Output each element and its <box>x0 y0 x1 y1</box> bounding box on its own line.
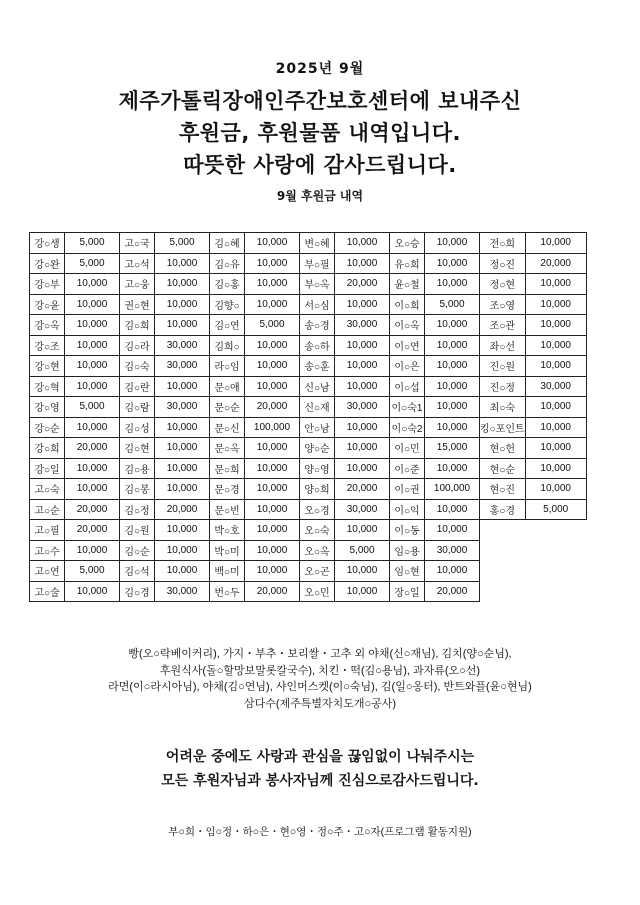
amount-cell: 20,000 <box>245 397 300 418</box>
donor-name-cell: 강○영 <box>30 397 65 418</box>
donor-name-cell: 고○석 <box>120 253 155 274</box>
donor-name-cell: 강○현 <box>30 356 65 377</box>
table-row <box>30 417 587 438</box>
amount-cell: 10,000 <box>335 376 390 397</box>
amount-cell: 10,000 <box>245 233 300 254</box>
amount-cell: 10,000 <box>245 458 300 479</box>
amount-cell: 10,000 <box>155 438 210 459</box>
amount-cell: 10,000 <box>245 356 300 377</box>
amount-cell: 10,000 <box>335 356 390 377</box>
table-row <box>30 499 587 520</box>
amount-cell: 10,000 <box>245 520 300 541</box>
donor-name-cell: 김○홍 <box>210 274 245 295</box>
donor-name-cell: 김○순 <box>120 540 155 561</box>
table-row <box>30 294 587 315</box>
donor-name-cell: 고○숙 <box>30 479 65 500</box>
amount-cell: 30,000 <box>425 540 480 561</box>
donor-name-cell: 문○신 <box>210 417 245 438</box>
amount-cell: 10,000 <box>335 438 390 459</box>
table-row <box>30 274 587 295</box>
amount-cell: 10,000 <box>425 315 480 336</box>
amount-cell: 5,000 <box>335 540 390 561</box>
amount-cell: 5,000 <box>65 253 120 274</box>
amount-cell: 5,000 <box>155 233 210 254</box>
amount-cell: 10,000 <box>525 438 586 459</box>
donor-name-cell: 오○경 <box>300 499 335 520</box>
amount-cell: 10,000 <box>245 335 300 356</box>
amount-cell: 10,000 <box>65 458 120 479</box>
donor-name-cell: 이○연 <box>390 335 425 356</box>
table-row <box>30 438 587 459</box>
amount-cell: 10,000 <box>525 458 586 479</box>
empty-cell <box>480 540 526 561</box>
empty-cell <box>525 561 586 582</box>
amount-cell: 30,000 <box>155 356 210 377</box>
amount-cell: 20,000 <box>335 479 390 500</box>
header <box>0 58 640 204</box>
donor-name-cell: 김○혜 <box>210 233 245 254</box>
amount-cell: 10,000 <box>65 356 120 377</box>
closing-message <box>0 745 640 793</box>
donor-name-cell: 김희○ <box>210 335 245 356</box>
goods-line: 빵(오○락베이커리), 가지・부추・보리쌀・고추 외 야채(신○재님), 김치(양○순님), <box>128 648 512 660</box>
amount-cell: 10,000 <box>65 315 120 336</box>
amount-cell: 10,000 <box>335 335 390 356</box>
amount-cell: 10,000 <box>65 335 120 356</box>
goods-line: 라면(이○라시아님), 야채(김○연님), 샤인머스켓(이○숙님), 김(일○옹터), 반트와플(윤○현님) <box>108 681 532 693</box>
donor-name-cell: 임○현 <box>390 561 425 582</box>
donor-name-cell: 강○희 <box>30 438 65 459</box>
amount-cell: 10,000 <box>335 458 390 479</box>
amount-cell: 100,000 <box>245 417 300 438</box>
table-row <box>30 376 587 397</box>
donor-name-cell: 신○남 <box>300 376 335 397</box>
amount-cell: 10,000 <box>245 479 300 500</box>
amount-cell: 10,000 <box>155 376 210 397</box>
amount-cell: 10,000 <box>335 561 390 582</box>
amount-cell: 30,000 <box>155 581 210 602</box>
amount-cell: 5,000 <box>65 561 120 582</box>
amount-cell: 100,000 <box>425 479 480 500</box>
report-date: 2025년 9월 <box>275 61 365 77</box>
table-row <box>30 253 587 274</box>
amount-cell: 10,000 <box>155 315 210 336</box>
donor-name-cell: 고○연 <box>30 561 65 582</box>
donor-name-cell: 이○민 <box>390 438 425 459</box>
donor-name-cell: 문○경 <box>210 479 245 500</box>
amount-cell: 30,000 <box>335 315 390 336</box>
donor-name-cell: 서○심 <box>300 294 335 315</box>
amount-cell: 10,000 <box>245 540 300 561</box>
donor-name-cell: 김○원 <box>120 520 155 541</box>
donor-name-cell: 조○관 <box>480 315 526 336</box>
table-row <box>30 540 587 561</box>
donor-name-cell: 이○숙1 <box>390 397 425 418</box>
donor-name-cell: 이○권 <box>390 479 425 500</box>
donor-name-cell: 강○조 <box>30 335 65 356</box>
amount-cell: 10,000 <box>245 376 300 397</box>
donor-name-cell: 이○섭 <box>390 376 425 397</box>
amount-cell: 10,000 <box>425 561 480 582</box>
donor-name-cell: 강○생 <box>30 233 65 254</box>
amount-cell: 10,000 <box>65 540 120 561</box>
amount-cell: 10,000 <box>155 479 210 500</box>
amount-cell: 5,000 <box>245 315 300 336</box>
donor-name-cell: 문○옥 <box>210 438 245 459</box>
amount-cell: 10,000 <box>525 356 586 377</box>
donor-name-cell: 송○훈 <box>300 356 335 377</box>
amount-cell: 20,000 <box>65 438 120 459</box>
donation-subtitle: 9월 후원금 내역 <box>276 189 364 203</box>
donor-name-cell: 강○부 <box>30 274 65 295</box>
donor-name-cell: 장○일 <box>390 581 425 602</box>
donor-name-cell: 오○승 <box>390 233 425 254</box>
donor-name-cell: 강○윤 <box>30 294 65 315</box>
donor-name-cell: 부○옥 <box>300 274 335 295</box>
donor-name-cell: 김○란 <box>120 376 155 397</box>
donor-name-cell: 김○성 <box>120 417 155 438</box>
donor-name-cell: 김○경 <box>120 581 155 602</box>
amount-cell: 10,000 <box>155 561 210 582</box>
donor-name-cell: 오○곤 <box>300 561 335 582</box>
donor-name-cell: 이○옥 <box>390 315 425 336</box>
amount-cell: 10,000 <box>525 397 586 418</box>
donor-name-cell: 강○완 <box>30 253 65 274</box>
amount-cell: 10,000 <box>425 520 480 541</box>
donor-name-cell: 박○미 <box>210 540 245 561</box>
amount-cell: 10,000 <box>155 458 210 479</box>
amount-cell: 10,000 <box>425 335 480 356</box>
amount-cell: 10,000 <box>65 294 120 315</box>
donation-table <box>29 232 587 602</box>
donor-name-cell: 강○옥 <box>30 315 65 336</box>
donor-name-cell: 킹○포인트 <box>480 417 526 438</box>
donor-name-cell: 안○남 <box>300 417 335 438</box>
table-row <box>30 233 587 254</box>
amount-cell: 10,000 <box>525 315 586 336</box>
donor-name-cell: 고○웅 <box>120 274 155 295</box>
donor-name-cell: 고○필 <box>30 520 65 541</box>
donor-name-cell: 정○진 <box>480 253 526 274</box>
amount-cell: 10,000 <box>335 581 390 602</box>
amount-cell: 10,000 <box>525 479 586 500</box>
donor-name-cell: 문○애 <box>210 376 245 397</box>
donor-name-cell: 김○석 <box>120 561 155 582</box>
donor-name-cell: 이○익 <box>390 499 425 520</box>
amount-cell: 10,000 <box>525 294 586 315</box>
amount-cell: 10,000 <box>425 274 480 295</box>
donor-name-cell: 김○유 <box>210 253 245 274</box>
donor-name-cell: 진○원 <box>480 356 526 377</box>
donor-name-cell: 이○숙2 <box>390 417 425 438</box>
donor-name-cell: 백○미 <box>210 561 245 582</box>
amount-cell: 5,000 <box>65 397 120 418</box>
empty-cell <box>480 581 526 602</box>
donor-name-cell: 현○순 <box>480 458 526 479</box>
table-row <box>30 315 587 336</box>
donor-name-cell: 김○숙 <box>120 356 155 377</box>
closing-line-1: 어려운 중에도 사랑과 관심을 끊임없이 나눠주시는 <box>165 749 475 765</box>
amount-cell: 5,000 <box>525 499 586 520</box>
closing-line-2: 모든 후원자님과 봉사자님께 진심으로감사드립니다. <box>161 773 479 789</box>
donor-name-cell: 송○경 <box>300 315 335 336</box>
donor-name-cell: 좌○선 <box>480 335 526 356</box>
donor-name-cell: 윤○철 <box>390 274 425 295</box>
donor-name-cell: 김○람 <box>120 397 155 418</box>
donor-name-cell: 오○민 <box>300 581 335 602</box>
donor-name-cell: 조○영 <box>480 294 526 315</box>
amount-cell: 10,000 <box>155 294 210 315</box>
table-row <box>30 356 587 377</box>
table-row <box>30 520 587 541</box>
amount-cell: 10,000 <box>335 233 390 254</box>
amount-cell: 10,000 <box>155 417 210 438</box>
table-row <box>30 479 587 500</box>
donor-name-cell: 박○호 <box>210 520 245 541</box>
donor-name-cell: 강○순 <box>30 417 65 438</box>
table-row <box>30 458 587 479</box>
amount-cell: 10,000 <box>425 397 480 418</box>
amount-cell: 10,000 <box>245 294 300 315</box>
donor-name-cell: 김향○ <box>210 294 245 315</box>
empty-cell <box>525 540 586 561</box>
donor-name-cell: 양○희 <box>300 479 335 500</box>
donor-name-cell: 문○순 <box>210 397 245 418</box>
empty-cell <box>480 561 526 582</box>
amount-cell: 10,000 <box>245 438 300 459</box>
donor-name-cell: 유○희 <box>390 253 425 274</box>
amount-cell: 10,000 <box>425 458 480 479</box>
table-row <box>30 561 587 582</box>
donor-name-cell: 고○수 <box>30 540 65 561</box>
amount-cell: 20,000 <box>245 581 300 602</box>
donor-name-cell: 현○헌 <box>480 438 526 459</box>
donor-name-cell: 강○일 <box>30 458 65 479</box>
donor-name-cell: 최○숙 <box>480 397 526 418</box>
goods-line: 삼다수(제주특별자치도개○공사) <box>243 697 397 710</box>
donor-name-cell: 권○현 <box>120 294 155 315</box>
donor-name-cell: 홍○경 <box>480 499 526 520</box>
amount-cell: 10,000 <box>425 499 480 520</box>
donor-name-cell: 이○동 <box>390 520 425 541</box>
amount-cell: 10,000 <box>335 520 390 541</box>
amount-cell: 10,000 <box>425 376 480 397</box>
amount-cell: 10,000 <box>65 417 120 438</box>
donor-name-cell: 정○현 <box>480 274 526 295</box>
title-line-1: 제주가톨릭장애인주간보호센터에 보내주신 <box>118 89 522 113</box>
amount-cell: 30,000 <box>155 335 210 356</box>
amount-cell: 10,000 <box>335 417 390 438</box>
table-row <box>30 581 587 602</box>
donor-name-cell: 양○영 <box>300 458 335 479</box>
donor-name-cell: 이○준 <box>390 458 425 479</box>
empty-cell <box>525 520 586 541</box>
amount-cell: 30,000 <box>335 397 390 418</box>
donor-name-cell: 문○희 <box>210 458 245 479</box>
amount-cell: 10,000 <box>425 253 480 274</box>
amount-cell: 10,000 <box>425 417 480 438</box>
amount-cell: 20,000 <box>155 499 210 520</box>
amount-cell: 20,000 <box>525 253 586 274</box>
staff-credits: 부○희・임○정・하○은・현○영・정○주・고○자(프로그램 활동지원) <box>168 826 472 838</box>
donor-name-cell: 변○혜 <box>300 233 335 254</box>
donor-name-cell: 김○현 <box>120 438 155 459</box>
amount-cell: 20,000 <box>335 274 390 295</box>
amount-cell: 10,000 <box>65 274 120 295</box>
donor-name-cell: 김○정 <box>120 499 155 520</box>
title-line-3: 따뜻한 사랑에 감사드립니다. <box>183 153 457 177</box>
donor-name-cell: 오○옥 <box>300 540 335 561</box>
amount-cell: 10,000 <box>425 233 480 254</box>
amount-cell: 10,000 <box>245 561 300 582</box>
donor-name-cell: 강○혁 <box>30 376 65 397</box>
donor-name-cell: 고○순 <box>30 499 65 520</box>
amount-cell: 10,000 <box>65 376 120 397</box>
donor-name-cell: 라○임 <box>210 356 245 377</box>
amount-cell: 15,000 <box>425 438 480 459</box>
empty-cell <box>480 520 526 541</box>
donor-name-cell: 이○희 <box>390 294 425 315</box>
table-row <box>30 397 587 418</box>
donor-name-cell: 고○술 <box>30 581 65 602</box>
donor-name-cell: 김○연 <box>210 315 245 336</box>
amount-cell: 10,000 <box>65 479 120 500</box>
amount-cell: 10,000 <box>155 520 210 541</box>
amount-cell: 5,000 <box>425 294 480 315</box>
amount-cell: 5,000 <box>65 233 120 254</box>
amount-cell: 10,000 <box>525 417 586 438</box>
amount-cell: 20,000 <box>65 520 120 541</box>
amount-cell: 20,000 <box>425 581 480 602</box>
amount-cell: 10,000 <box>245 253 300 274</box>
donor-name-cell: 임○용 <box>390 540 425 561</box>
donor-name-cell: 문○빈 <box>210 499 245 520</box>
title-line-2: 후원금, 후원물품 내역입니다. <box>178 121 461 145</box>
donor-name-cell: 송○하 <box>300 335 335 356</box>
donor-name-cell: 이○은 <box>390 356 425 377</box>
donor-name-cell: 김○라 <box>120 335 155 356</box>
goods-line: 후원식사(돌○할망보말롯칼국수), 치킨・떡(김○용님), 과자류(오○선) <box>159 664 481 677</box>
amount-cell: 10,000 <box>525 233 586 254</box>
amount-cell: 10,000 <box>335 253 390 274</box>
donor-name-cell: 신○재 <box>300 397 335 418</box>
donor-name-cell: 김○희 <box>120 315 155 336</box>
amount-cell: 10,000 <box>155 274 210 295</box>
amount-cell: 10,000 <box>245 499 300 520</box>
amount-cell: 10,000 <box>245 274 300 295</box>
amount-cell: 10,000 <box>155 253 210 274</box>
donor-name-cell: 번○두 <box>210 581 245 602</box>
amount-cell: 30,000 <box>335 499 390 520</box>
donor-name-cell: 김○용 <box>120 458 155 479</box>
donor-name-cell: 현○진 <box>480 479 526 500</box>
donor-name-cell: 진○정 <box>480 376 526 397</box>
donor-name-cell: 오○숙 <box>300 520 335 541</box>
amount-cell: 10,000 <box>155 540 210 561</box>
empty-cell <box>525 581 586 602</box>
donor-name-cell: 김○봉 <box>120 479 155 500</box>
donor-name-cell: 부○필 <box>300 253 335 274</box>
amount-cell: 30,000 <box>155 397 210 418</box>
amount-cell: 30,000 <box>525 376 586 397</box>
amount-cell: 10,000 <box>525 274 586 295</box>
table-row <box>30 335 587 356</box>
amount-cell: 10,000 <box>335 294 390 315</box>
goods-donations <box>0 646 640 712</box>
amount-cell: 10,000 <box>425 356 480 377</box>
donor-name-cell: 고○국 <box>120 233 155 254</box>
donor-name-cell: 양○순 <box>300 438 335 459</box>
amount-cell: 20,000 <box>65 499 120 520</box>
donor-name-cell: 전○희 <box>480 233 526 254</box>
amount-cell: 10,000 <box>525 335 586 356</box>
amount-cell: 10,000 <box>65 581 120 602</box>
